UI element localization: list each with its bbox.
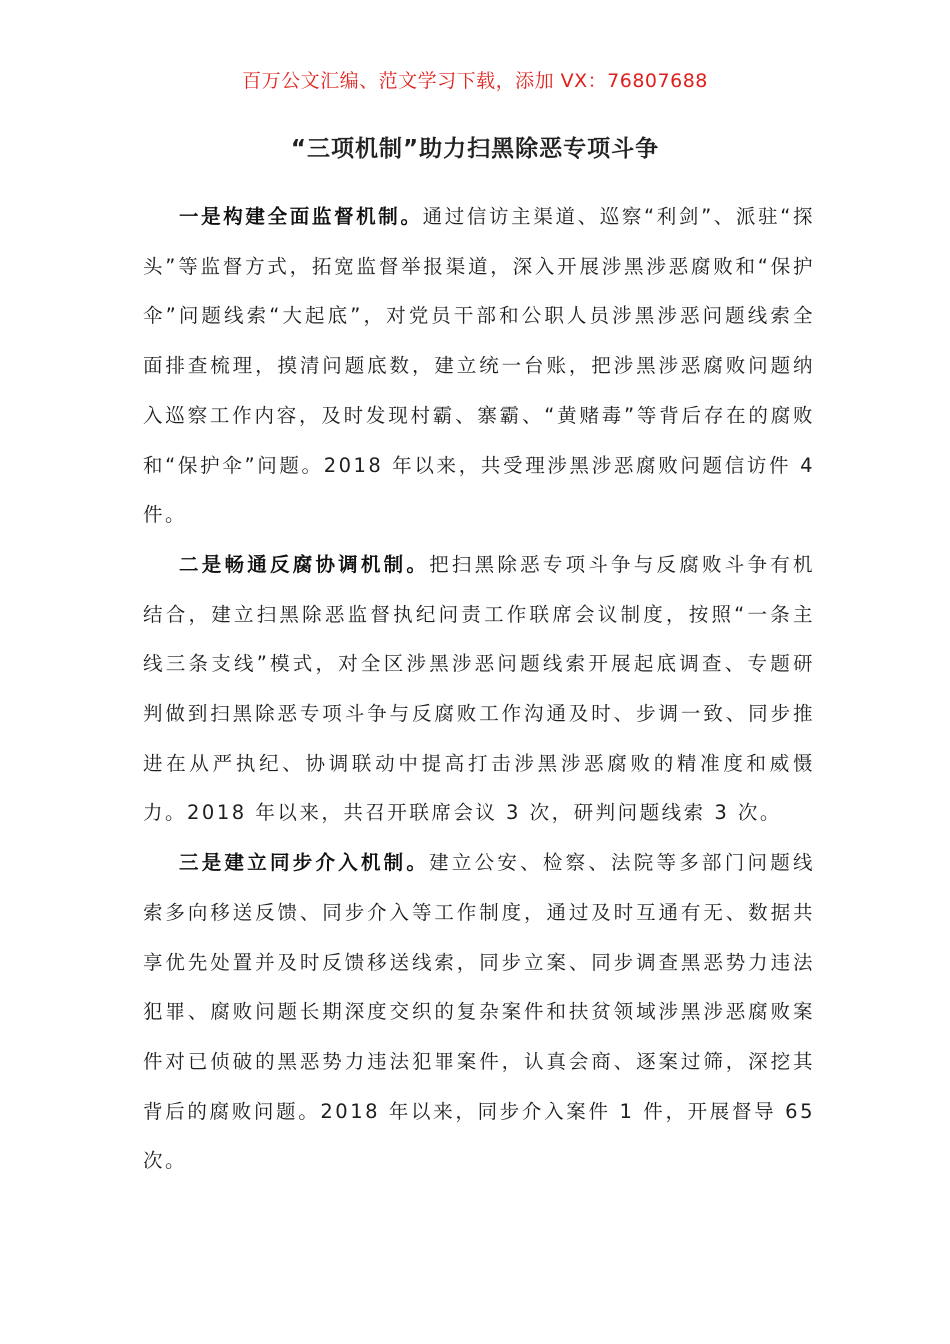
paragraph-text: 把扫黑除恶专项斗争与反腐败斗争有机结合，建立扫黑除恶监督执纪问责工作联席会议制度，按照“一条主线三条支线”模式，对全区涉黑涉恶问题线索开展起底调查、专题研判做到扫黑除恶专项斗争与反腐败工作沟通及时、步调一致、同步推进在从严执纪、协调联动中提高打击涉黑涉恶腐败的精准度和威慑力。2018 年以来，共召开联席会议 3 次，研判问题线索 3 次。 xyxy=(143,552,815,825)
paragraph-1 xyxy=(143,192,815,540)
paragraph-text: 通过信访主渠道、巡察“利剑”、派驻“探头”等监督方式，拓宽监督举报渠道，深入开展涉黑涉恶腐败和“保护伞”问题线索“大起底”，对党员干部和公职人员涉黑涉恶问题线索全面排查梳理，摸清问题底数，建立统一台账，把涉黑涉恶腐败问题纳入巡察工作内容，及时发现村霸、寨霸、“黄赌毒”等背后存在的腐败和“保护伞”问题。2018 年以来，共受理涉黑涉恶腐败问题信访件 4 件。 xyxy=(143,205,815,527)
paragraph-lead: 一是构建全面监督机制。 xyxy=(179,205,423,228)
document-title: “三项机制”助力扫黑除恶专项斗争 xyxy=(290,136,660,162)
paragraph-lead: 三是建立同步介入机制。 xyxy=(179,851,430,875)
paragraph-3 xyxy=(143,838,815,1186)
paragraph-lead: 二是畅通反腐协调机制。 xyxy=(179,552,430,576)
header-banner: 百万公文汇编、范文学习下载，添加 VX：76807688 xyxy=(242,70,708,92)
document-body xyxy=(143,192,815,1186)
paragraph-2 xyxy=(143,540,815,838)
paragraph-text: 建立公安、检察、法院等多部门问题线索多向移送反馈、同步介入等工作制度，通过及时互通有无、数据共享优先处置并及时反馈移送线索，同步立案、同步调查黑恶势力违法犯罪、腐败问题长期深度交织的复杂案件和扶贫领域涉黑涉恶腐败案件对已侦破的黑恶势力违法犯罪案件，认真会商、逐案过筛，深挖其背后的腐败问题。2018 年以来，同步介入案件 1 件，开展督导 65 次。 xyxy=(143,851,815,1173)
